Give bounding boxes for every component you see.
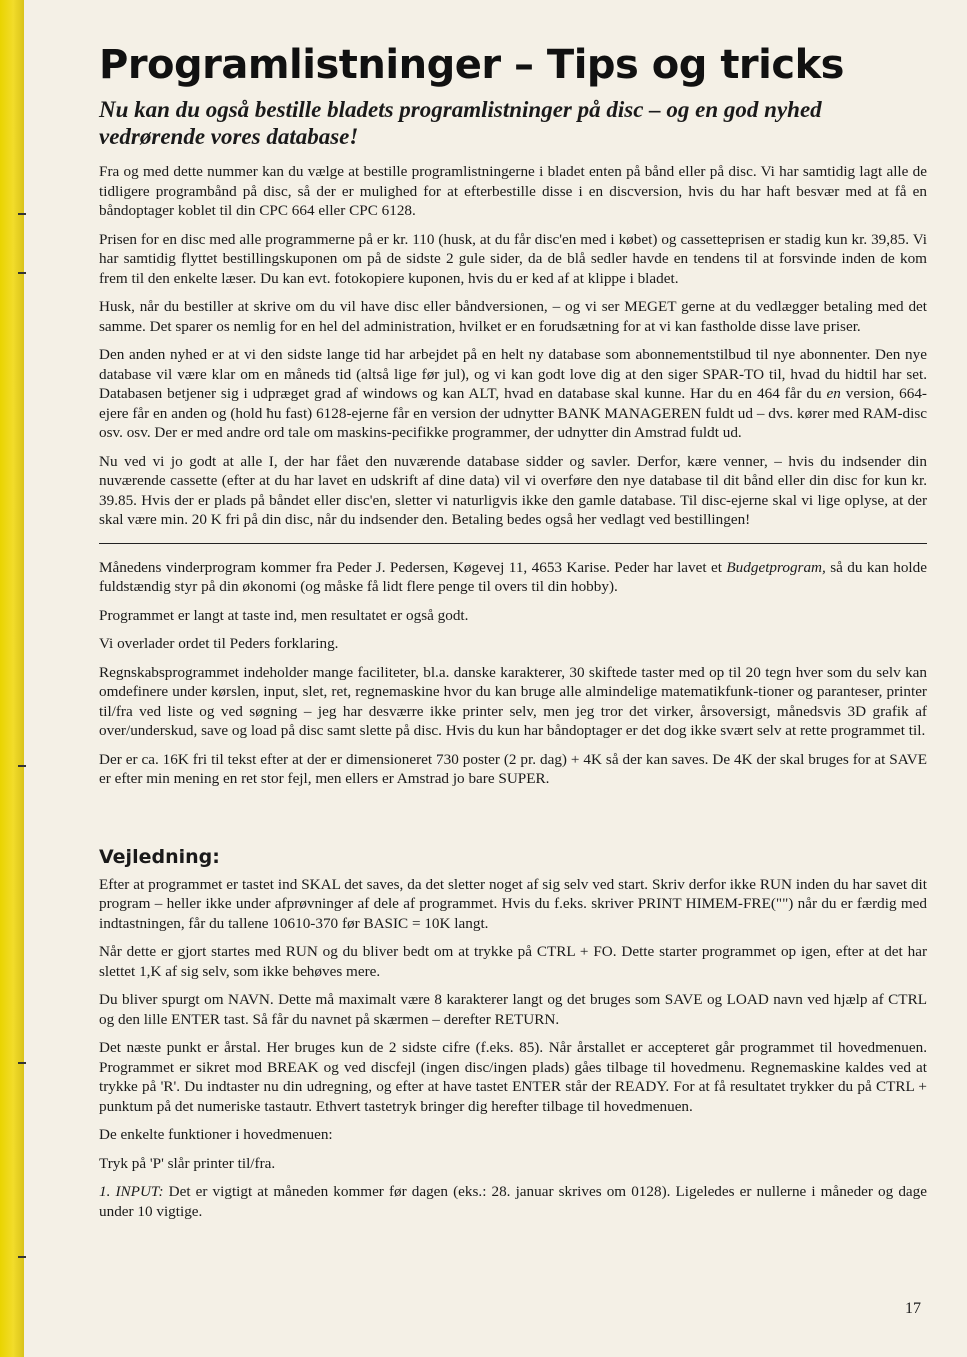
paragraph: Det næste punkt er årstal. Her bruges kun de 2 sidste cifre (f.eks. 85). Når årstallet er accepteret går programmet til hovedmenuen. Programmet er sikret mod BREAK og ved discfejl (ingen disc/ingen plads) gåes tilbage til hovedmenu. Regnemaskine kaldes ved at trykke på 'R'. Du indtaster nu din udregning, og efter at have tastet ENTER står der READY. For at få resultatet trykker du på CTRL + punktum på det numeriske tastautr. Ethvert tastetryk bringer dig herefter tilbage til hovedmenuen. [99, 1039, 927, 1115]
item-label: 1. INPUT: [99, 1183, 164, 1200]
paragraph: Prisen for en disc med alle programmerne på er kr. 110 (husk, at du får disc'en med i købet) og cassetteprisen er stadig kun kr. 39,85. Vi har samtidig flyttet bestillingskuponen om på de sidste 2 gule sider, da de blå sedler havde en tendens til at forsvinde inden de kom frem til den enkelte læser. Du kan evt. fotokopiere kuponen, hvis du er ked af at klippe i bladet. [99, 230, 927, 287]
edge-mark [18, 1062, 26, 1064]
text-run: version, 664-ejere får en anden og (hold ħu fast) 6128-ejerne får en version der udnytter BANK MANAGEREN fuldt ud – dvs. kører med RAM-disc osv. osv. Der er med andre ord tale om maskins-pecifikke programmer, der udnytter din Amstrad fuldt ud. [99, 385, 927, 441]
paragraph: De enkelte funktioner i hovedmenuen: [99, 1126, 333, 1143]
paragraph [99, 558, 927, 597]
section-heading: Vejledning: [99, 845, 220, 868]
paragraph: Vi overlader ordet til Peders forklaring. [99, 635, 339, 652]
paragraph: Programmet er langt at taste ind, men resultatet er også godt. [99, 606, 469, 624]
paragraph: Tryk på 'P' slår printer til/fra. [99, 1154, 276, 1172]
text-run: så du kan holde fuldstændig styr på din økonomi (og måske få lidt flere penge til overs til din hobby). [99, 558, 927, 595]
section-divider [99, 543, 927, 544]
emphasis: en [826, 385, 841, 402]
text-run: Månedens vinderprogram kommer fra Peder J. Pedersen, Køgevej 11, 4653 Karise. Peder har lavet et [99, 558, 727, 576]
edge-mark [18, 213, 26, 215]
paragraph: Nu ved vi jo godt at alle I, der har fået den nuværende database sidder og savler. Derfor, kære venner, – hvis du indsender din nuværende cassette (efter at du har lavet en udskrift af dine data) vil vi overføre den nye database til dit bånd eller din disc for kun kr. 39.85. Hvis der er plads på båndet eller disc'en, sletter vi naturligvis ikke den gamle database. Til disc-ejerne skal vi lige oplyse, at der skal være min. 20 K fri på din disc, når du indsender den. Betaling bedes også her vedlagt ved bestillingen! [99, 452, 927, 528]
paragraph: Regnskabsprogrammet indeholder mange faciliteter, bl.a. danske karakterer, 30 skiftede taster med op til 20 tegn hver som du selv kan omdefinere under kørslen, input, slet, ret, regnemaskine hvor du kan bruge alle almindelige matematikfunk-tioner og paranteser, printer til/fra ved liste og ved søgning – jeg har desværre ikke printer selv, men jeg tror det virker, årsoversigt, månedsvis 3D grafik af over/underskud, save og load på disc samt slette på disc. Hvis du kun har båndoptager er det dog ikke svært selv at rette programmet til. [99, 663, 927, 739]
edge-mark [18, 272, 26, 274]
paragraph: Der er ca. 16K fri til tekst efter at der er dimensioneret 730 poster (2 pr. dag) + 4K så der kan saves. De 4K der skal bruges for at SAVE er efter min mening en ret stor fejl, men ellers er Amstrad jo bare SUPER. [99, 750, 927, 787]
text-run: Den anden nyhed er at vi den sidste lange tid har arbejdet på en helt ny database som abonnementstilbud til nye abonnenter. Den nye database vil være klar om en måneds tid (altså lige før jul), og vi kan godt love dig at den siger SPAR-TO til, hvad du hidtil har set. Databasen betjener sig i udpræget grad af windows og kan ALT, hvad en database skal kunne. Har du en 464 får du [99, 346, 927, 402]
article-subtitle: Nu kan du også bestille bladets programlistninger på disc – og en god nyhed vedrørende vores database! [99, 97, 822, 149]
article-title: Programlistninger – Tips og tricks [99, 42, 844, 88]
article [99, 36, 927, 1230]
paragraph: Efter at programmet er tastet ind SKAL det saves, da det sletter noget af sig selv ved start. Skriv derfor ikke RUN inden du har savet dit program – heller ikke under afprøvninger af dele af programmet. Hvis du f.eks. skriver PRINT HIMEM-FRE("") når du er færdig med indtastningen, får du tallene 10610-370 før BASIC = 10K langt. [99, 875, 927, 932]
page-number: 17 [905, 1300, 921, 1317]
paragraph: Du bliver spurgt om NAVN. Dette må maximalt være 8 karakterer langt og det bruges som SAVE og LOAD navn ved hjælp af CTRL og den lille ENTER tast. Så får du navnet på skærmen – derefter RETURN. [99, 991, 927, 1028]
paragraph [99, 345, 927, 443]
edge-mark [18, 1256, 26, 1258]
paragraph: Husk, når du bestiller at skrive om du vil have disc eller båndversionen, – og vi ser MEGET gerne at du vedlægger betaling med det samme. Det sparer os nemlig for en hel del administration, hvilket er en forudsætning for at vi kan fastholde disse lave priser. [99, 298, 927, 335]
paragraph: Fra og med dette nummer kan du vælge at bestille programlistningerne i bladet enten på bånd eller på disc. Vi har samtidig lagt alle de tidligere programbånd på disc, så der er mulighed for at efterbestille disse i en discversion, hvis du har haft besvær med at få en båndoptager koblet til din CPC 664 eller CPC 6128. [99, 163, 927, 219]
text-run: Det er vigtigt at måneden kommer før dagen (eks.: 28. januar skrives om 0128). Ligeledes er nullerne i måneder og dage under 10 vigtige. [99, 1183, 927, 1220]
paragraph: Når dette er gjort startes med RUN og du bliver bedt om at trykke på CTRL + FO. Dette starter programmet op igen, efter at det har slettet 1,K af sig selv, som ikke behøves mere. [99, 943, 927, 980]
paragraph [99, 1182, 927, 1221]
yellow-page-edge [0, 0, 24, 1357]
emphasis: Budgetprogram, [726, 558, 826, 576]
edge-mark [18, 765, 26, 767]
